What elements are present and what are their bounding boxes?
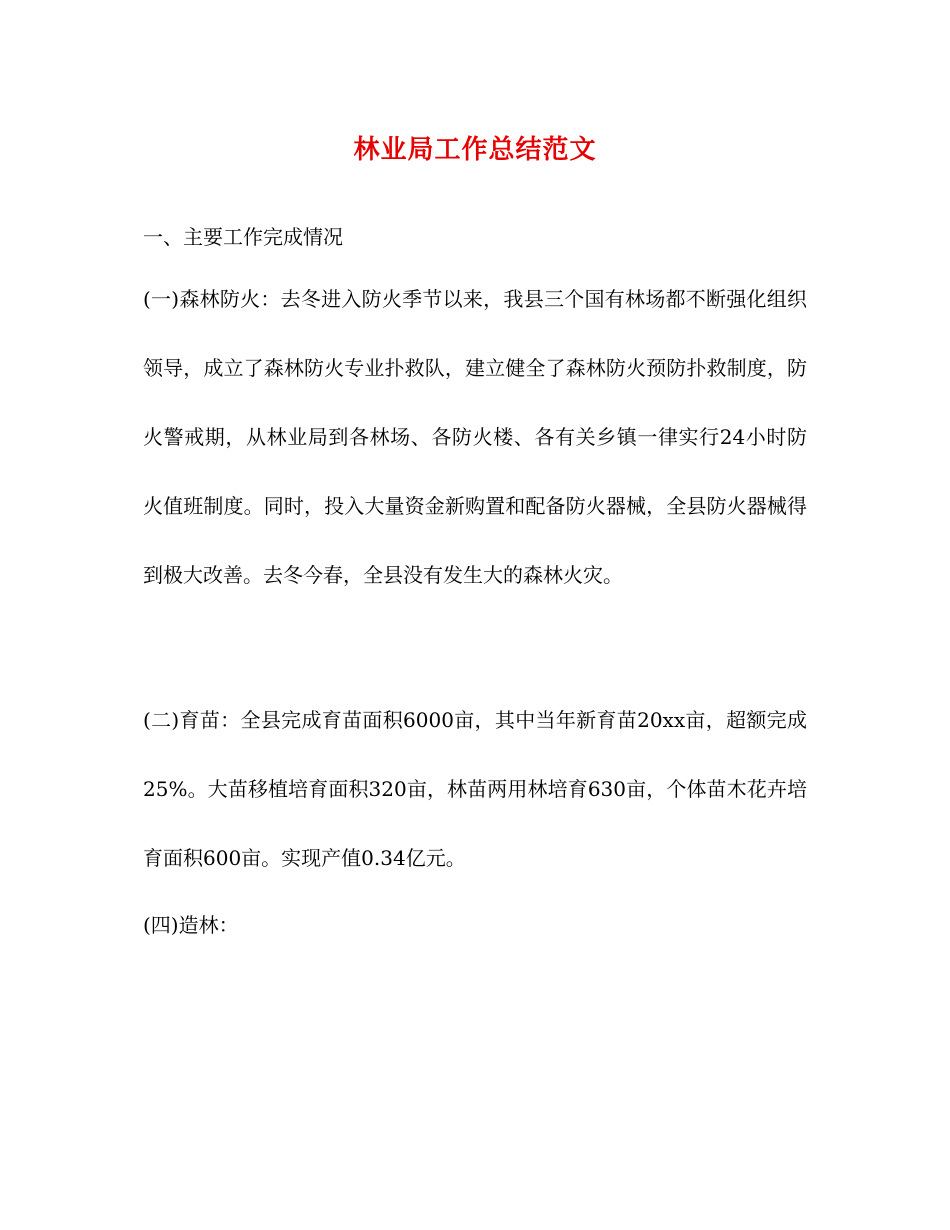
- document-title: 林业局工作总结范文: [353, 135, 597, 165]
- paragraph-seedling: (二)育苗：全县完成育苗面积6000亩，其中当年新育苗20xx亩，超额完成25%。大苗移植培育面积320亩，林苗两用林培育630亩，个体苗木花卉培育面积600亩。实现产值0.34亿元。: [143, 708, 807, 870]
- paragraph-forest-fire: (一)森林防火：去冬进入防火季节以来，我县三个国有林场都不断强化组织领导，成立了森林防火专业扑救队，建立健全了森林防火预防扑救制度，防火警戒期，从林业局到各林场、各防火楼、各有关乡镇一律实行24小时防火值班制度。同时，投入大量资金新购置和配备防火器械，全县防火器械得到极大改善。去冬今春，全县没有发生大的森林火灾。: [143, 287, 807, 587]
- paragraph-afforestation: (四)造林：: [143, 913, 239, 937]
- section-heading: 一、主要工作完成情况: [143, 225, 343, 249]
